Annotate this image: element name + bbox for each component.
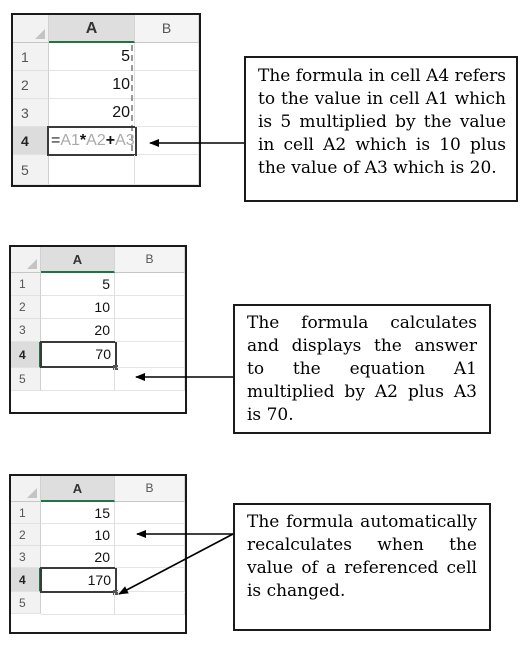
cell-a3[interactable]: 20 (41, 319, 115, 342)
row-header-2[interactable]: 2 (13, 71, 49, 99)
column-header-b[interactable]: B (115, 476, 185, 502)
row-header-2[interactable]: 2 (11, 296, 41, 319)
cell-b4[interactable] (137, 127, 199, 155)
cell-b3[interactable] (135, 99, 199, 127)
column-header-a[interactable]: A (49, 15, 135, 43)
cell-a2[interactable]: 10 (41, 524, 115, 546)
cell-a5[interactable] (49, 155, 135, 185)
formula-ref-a1: A1 (60, 132, 80, 149)
row-header-5[interactable]: 5 (11, 368, 41, 391)
row-header-4[interactable]: 4 (11, 342, 41, 368)
explanation-note-2: The formula calculates and displays the answer to the equation A1 multiplied by A2 plus A3 is 70. (233, 304, 491, 434)
row-header-4[interactable]: 4 (11, 568, 41, 592)
cell-b1[interactable] (115, 502, 185, 524)
cell-b2[interactable] (115, 296, 185, 319)
cell-a5[interactable] (41, 368, 115, 391)
cell-b4[interactable] (117, 342, 185, 368)
row-header-3[interactable]: 3 (11, 319, 41, 342)
row-header-4[interactable]: 4 (13, 127, 49, 155)
cell-b5[interactable] (135, 155, 199, 185)
row-header-3[interactable]: 3 (11, 546, 41, 568)
row-header-2[interactable]: 2 (11, 524, 41, 546)
cell-a4[interactable]: 170 (40, 567, 117, 593)
cell-b5[interactable] (115, 368, 185, 391)
cell-a2[interactable]: 10 (41, 296, 115, 319)
cell-a3[interactable]: 20 (41, 546, 115, 568)
cell-b3[interactable] (115, 546, 185, 568)
select-all-corner[interactable] (11, 247, 41, 273)
row-header-5[interactable]: 5 (13, 155, 49, 185)
cell-b5[interactable] (115, 593, 185, 615)
explanation-note-3: The formula automatically recalculates when the value of a referenced cell is changed. (233, 503, 491, 631)
cell-b1[interactable] (115, 273, 185, 296)
formula-equals: = (51, 132, 61, 149)
formula-plus: + (105, 132, 116, 149)
cell-b4[interactable] (117, 568, 185, 592)
formula-ref-a3: A3 (115, 132, 135, 149)
cell-a3[interactable]: 20 (49, 99, 135, 127)
column-header-b[interactable]: B (115, 247, 185, 273)
cell-a1[interactable]: 5 (49, 43, 135, 71)
cell-b3[interactable] (115, 319, 185, 342)
column-header-a[interactable]: A (41, 247, 115, 273)
cell-a4-formula[interactable] (47, 126, 137, 156)
cell-b2[interactable] (135, 71, 199, 99)
cell-a1[interactable]: 15 (41, 502, 115, 524)
select-all-corner[interactable] (11, 476, 41, 502)
spreadsheet-1 (11, 13, 201, 187)
select-all-corner[interactable] (13, 15, 49, 43)
cell-a4[interactable]: 70 (40, 341, 117, 368)
column-header-a[interactable]: A (41, 476, 115, 502)
spreadsheet-3 (9, 474, 187, 634)
cell-a1[interactable]: 5 (41, 273, 115, 296)
row-header-3[interactable]: 3 (13, 99, 49, 127)
cell-b2[interactable] (115, 524, 185, 546)
row-header-1[interactable]: 1 (13, 43, 49, 71)
cell-b1[interactable] (135, 43, 199, 71)
formula-ref-a2: A2 (86, 132, 106, 149)
cell-a5[interactable] (41, 593, 115, 615)
row-header-1[interactable]: 1 (11, 502, 41, 524)
cell-a2[interactable]: 10 (49, 71, 135, 99)
formula-multiply: * (79, 132, 87, 149)
row-header-5[interactable]: 5 (11, 592, 41, 614)
spreadsheet-2 (9, 245, 187, 414)
explanation-note-1: The formula in cell A4 refers to the value in cell A1 which is 5 multiplied by the value in cell A2 which is 10 plus the value of A3 which is 20. (244, 56, 518, 202)
column-header-b[interactable]: B (135, 15, 199, 43)
row-header-1[interactable]: 1 (11, 273, 41, 296)
